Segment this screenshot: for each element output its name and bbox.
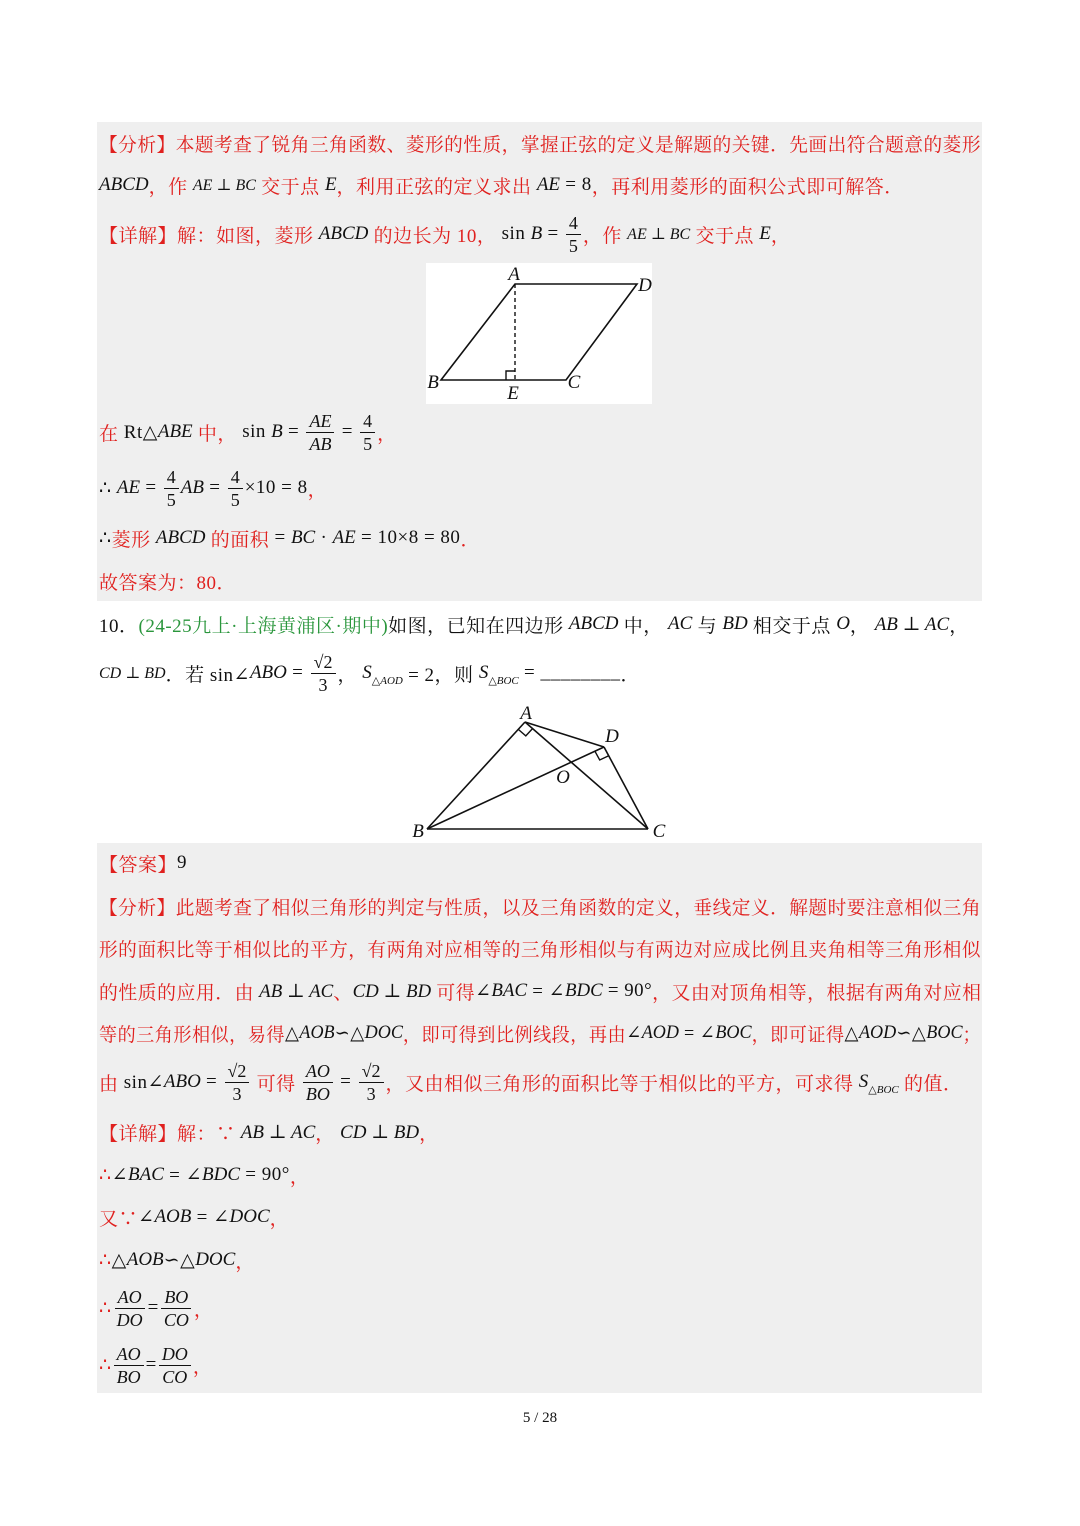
segment-ad [525, 722, 604, 747]
detail-line [99, 1195, 289, 1239]
subscript: △BOC [868, 1083, 899, 1096]
label-c: C [567, 372, 581, 393]
fraction-numerator: AE [306, 411, 334, 433]
math-run: AOB [154, 1206, 192, 1227]
text-run: 中， [192, 423, 243, 445]
fraction [159, 1344, 191, 1387]
text-run: = [147, 1297, 159, 1318]
text-run: ，又由相似三角形的面积比等于相似比的平方，可求得 [385, 1073, 859, 1095]
text-run: 菱形 [111, 529, 156, 551]
text-run: 如图，已知在四边形 [388, 615, 569, 637]
analysis-line [99, 163, 904, 207]
math-run: BD [722, 613, 748, 634]
math-run: AOD [858, 1022, 897, 1043]
math-run: S [478, 662, 489, 683]
fraction [161, 1287, 192, 1330]
fraction-denominator: 3 [366, 1083, 376, 1104]
analysis-line [99, 884, 981, 928]
fraction [114, 1344, 144, 1387]
text-run: = ∠ [678, 1022, 716, 1044]
text-run: ∠ [111, 1164, 129, 1186]
text-run: 中， [618, 615, 669, 637]
math-run: S [362, 662, 372, 683]
fraction [225, 1061, 250, 1104]
text-run: ， [193, 1299, 214, 1321]
math-run: AE ⊥ BC [192, 177, 256, 194]
label-o: O [556, 767, 570, 788]
fraction [360, 411, 375, 454]
math-run: ABCD [155, 527, 206, 548]
fraction-numerator: 4 [164, 467, 179, 489]
text-run: = [140, 477, 162, 498]
text-run: ∴ [99, 1164, 112, 1186]
label-e: E [507, 383, 519, 404]
analysis-line [99, 969, 981, 1013]
text-run: ， [770, 225, 791, 247]
fraction-denominator: AB [309, 433, 332, 454]
math-run: AB ⊥ AC [874, 613, 950, 635]
math-run: BDC [564, 980, 603, 1001]
math-run: AC [668, 613, 693, 634]
text-run: ∴ [99, 477, 117, 499]
fraction-numerator: AO [115, 1287, 145, 1309]
text-run: ， [377, 423, 397, 445]
math-run: DOC [364, 1022, 403, 1043]
math-run: AE [116, 477, 141, 498]
math-run: CD ⊥ BD [352, 980, 432, 1002]
fraction-denominator: CO [162, 1366, 188, 1387]
text-run: ∽△ [896, 1022, 927, 1044]
math-run: AOB [299, 1022, 335, 1043]
text-run: = [269, 527, 291, 548]
detail-line [99, 1286, 213, 1330]
text-run: △ [844, 1022, 859, 1044]
text-run: △ [111, 1249, 127, 1271]
math-run: B [530, 223, 543, 244]
text-run: ．若 sin∠ [165, 664, 250, 686]
fraction [303, 1061, 333, 1104]
fraction [311, 652, 336, 695]
label-a: A [520, 703, 532, 724]
math-run: BAC [491, 980, 528, 1001]
fraction [566, 213, 581, 256]
text-run: 形的面积比等于相似比的平方，有两角对应相等的三角形相似与有两边对应成比例且夹角相等三角形相似 [99, 939, 982, 961]
detail-line [99, 516, 480, 560]
text-run: 【答案】 [99, 854, 178, 876]
rhombus-figure [426, 263, 652, 404]
fraction-numerator: 4 [566, 213, 581, 235]
analysis-line [99, 926, 981, 970]
fraction-numerator: BO [161, 1287, 191, 1309]
label-d: D [605, 726, 619, 747]
text-run: 等的三角形相似，易得 [99, 1024, 285, 1046]
math-run: DOC [229, 1206, 270, 1227]
question-line [99, 602, 969, 646]
fraction-denominator: 5 [363, 433, 373, 454]
text-run: = [282, 421, 305, 442]
text-run: ， [337, 664, 363, 686]
text-run: sin [242, 421, 272, 442]
math-run: AB ⊥ AC [259, 980, 334, 1002]
math-run: CD ⊥ BD [99, 665, 166, 682]
math-run: AB ⊥ AC [240, 1121, 316, 1143]
fraction-numerator: AO [303, 1061, 333, 1083]
detail-line [99, 1343, 212, 1387]
text-run: Rt△ [123, 421, 158, 443]
detail-line [99, 410, 397, 454]
text-run: 由 [99, 1073, 124, 1095]
text-run: = [145, 1354, 157, 1375]
text-run: ， [315, 1123, 341, 1145]
fraction-numerator: √2 [225, 1061, 250, 1083]
text-run: 的面积 [205, 529, 270, 551]
text-run: = ∠ [163, 1164, 203, 1186]
label-d: D [638, 275, 652, 296]
text-run: · [315, 527, 333, 548]
text-run: △ [284, 1022, 300, 1044]
text-run: = [286, 662, 309, 683]
fraction-numerator: √2 [311, 652, 336, 674]
math-run: AE [536, 174, 561, 195]
text-run: ，即可证得 [751, 1024, 845, 1046]
text-run: 可得 [251, 1073, 301, 1095]
text-run: 可得 [431, 982, 476, 1004]
fraction [114, 1287, 146, 1330]
text-run: = 90° [602, 980, 653, 1001]
math-run: AOD [641, 1022, 679, 1043]
fraction-numerator: 4 [228, 467, 243, 489]
text-run: 10． [99, 615, 139, 637]
text-run: = [334, 1071, 357, 1092]
math-run: ABO [249, 662, 287, 683]
text-run: ∴ [99, 1297, 112, 1319]
text-run: ； [962, 1024, 982, 1046]
text-run: ∠ [138, 1206, 155, 1228]
math-run: E [324, 174, 337, 195]
text-run: = 2，则 [402, 664, 479, 686]
text-run: = [542, 223, 564, 244]
text-run: = [336, 421, 359, 442]
subscript: △BOC [488, 674, 519, 687]
math-run: ABCD [99, 174, 149, 195]
math-run: S [858, 1071, 869, 1092]
text-run: ，再利用菱形的面积公式即可解答． [591, 176, 904, 198]
label-b: B [412, 821, 424, 842]
text-run: ∴ [99, 1249, 112, 1271]
text-run: ∴ [99, 527, 112, 549]
text-run: 【详解】解：∵ [99, 1123, 241, 1145]
detail-line [99, 1153, 309, 1197]
text-run: ． [460, 529, 480, 551]
text-run: ， [949, 615, 969, 637]
fraction-numerator: DO [159, 1344, 191, 1366]
math-run: AE [332, 527, 356, 548]
text-run: 9 [177, 852, 188, 873]
text-run: 的性质的应用．由 [99, 982, 260, 1004]
fraction-denominator: 5 [166, 489, 176, 510]
math-run: AE ⊥ BC [627, 226, 691, 243]
text-run: 与 [692, 615, 723, 637]
fraction-denominator: 5 [230, 489, 240, 510]
fraction-numerator: AO [114, 1344, 144, 1366]
detail-line [99, 1238, 255, 1282]
math-run: AOB [126, 1249, 164, 1270]
math-run: ABCD [568, 613, 619, 634]
text-run: ， [849, 615, 875, 637]
text-run: ∽△ [334, 1022, 365, 1044]
text-run: 的边长为 10， [368, 225, 502, 247]
fraction [164, 467, 179, 510]
detail-line [99, 212, 790, 256]
text-run: = ∠ [527, 980, 565, 1002]
math-run: AB [180, 477, 204, 498]
text-run: 【详解】解：如图，菱形 [99, 225, 319, 247]
math-run: BOC [926, 1022, 963, 1043]
math-run: ABCD [318, 223, 369, 244]
math-run: ABO [163, 1071, 201, 1092]
math-run: BC [290, 527, 316, 548]
fraction-denominator: CO [163, 1309, 189, 1330]
text-run: ∠ [626, 1022, 642, 1044]
text-run: ，即可得到比例线段，再由 [402, 1024, 627, 1046]
math-run: CD ⊥ BD [340, 1121, 420, 1143]
fraction-numerator: 4 [360, 411, 375, 433]
math-run: BOC [715, 1022, 752, 1043]
quadrilateral-figure [400, 695, 680, 845]
page-number: 5 / 28 [522, 1410, 558, 1426]
segment-ab [427, 722, 525, 829]
segment-bd [427, 747, 604, 829]
text-run: ，利用正弦的定义求出 [336, 176, 537, 198]
text-run: ∴ [99, 1354, 112, 1376]
detail-line [99, 1110, 439, 1154]
math-run: B [271, 421, 283, 442]
text-run: ，又由对顶角相等，根据有两角对应相 [652, 982, 982, 1004]
question-line [99, 651, 640, 695]
text-run: ∠ [475, 980, 492, 1002]
math-run: DOC [195, 1249, 236, 1270]
text-run: ． [620, 664, 641, 686]
text-run: ×10 = 8 [244, 477, 308, 498]
label-c: C [652, 821, 666, 842]
label-b: B [427, 372, 439, 393]
text-run: ， [235, 1251, 255, 1273]
answer-line [99, 841, 187, 885]
analysis-line [99, 121, 981, 165]
text-run: = [204, 477, 226, 498]
math-run: ABE [157, 421, 193, 442]
math-run: BAC [128, 1164, 164, 1185]
text-run: 交于点 [255, 176, 325, 198]
fraction-numerator: √2 [359, 1061, 384, 1083]
math-run: BDC [202, 1164, 241, 1185]
text-run: ， [307, 479, 328, 501]
text-run: = [200, 1071, 223, 1092]
text-run: ， [289, 1166, 310, 1188]
detail-line [99, 466, 327, 510]
math-run: E [759, 223, 771, 244]
text-run: 又∵ [99, 1208, 139, 1230]
text-run: 交于点 [690, 225, 760, 247]
text-run: ，作 [148, 176, 193, 198]
text-run: = 10×8 = 80 [355, 527, 461, 548]
analysis-line [99, 1060, 963, 1104]
text-run: ， [269, 1208, 290, 1230]
text-run: (24-25九上·上海黄浦区·期中) [138, 615, 389, 637]
fraction [306, 411, 334, 454]
subscript: △AOD [371, 674, 403, 687]
text-run: = 8 [560, 174, 592, 195]
text-run: ∽△ [163, 1249, 196, 1271]
text-run: = 90° [240, 1164, 290, 1185]
text-run: ， [192, 1356, 213, 1378]
text-run: 的值． [898, 1073, 963, 1095]
text-run: ________ [540, 662, 621, 683]
fraction-denominator: DO [116, 1309, 143, 1330]
text-run: ， [419, 1123, 439, 1145]
analysis-line [99, 1011, 981, 1055]
math-run: O [836, 613, 850, 634]
fraction-denominator: 3 [232, 1083, 242, 1104]
fraction-denominator: 5 [568, 235, 578, 256]
label-a: A [508, 264, 520, 285]
segment-dc [604, 747, 648, 829]
fraction [359, 1061, 384, 1104]
answer-line [99, 559, 236, 603]
text-run: 【分析】此题考查了相似三角形的判定与性质，以及三角函数的定义，垂线定义．解题时要注意相似三角 [99, 897, 982, 919]
text-run: sin [501, 223, 531, 244]
right-angle-mark-a [518, 729, 532, 736]
text-run: = ∠ [191, 1206, 230, 1228]
text-run: 故答案为：80． [99, 572, 237, 594]
text-run: = [518, 662, 541, 683]
fraction-denominator: BO [305, 1083, 330, 1104]
text-run: 【分析】本题考查了锐角三角函数、菱形的性质，掌握正弦的定义是解题的关键．先画出符合题意的菱形 [99, 134, 982, 156]
fraction-denominator: 3 [318, 674, 328, 695]
text-run: sin∠ [123, 1071, 164, 1093]
text-run: ，作 [582, 225, 628, 247]
fraction [228, 467, 243, 510]
text-run: 在 [99, 423, 124, 445]
fraction-denominator: BO [116, 1366, 141, 1387]
text-run: 相交于点 [747, 615, 837, 637]
text-run: 、 [333, 982, 353, 1004]
